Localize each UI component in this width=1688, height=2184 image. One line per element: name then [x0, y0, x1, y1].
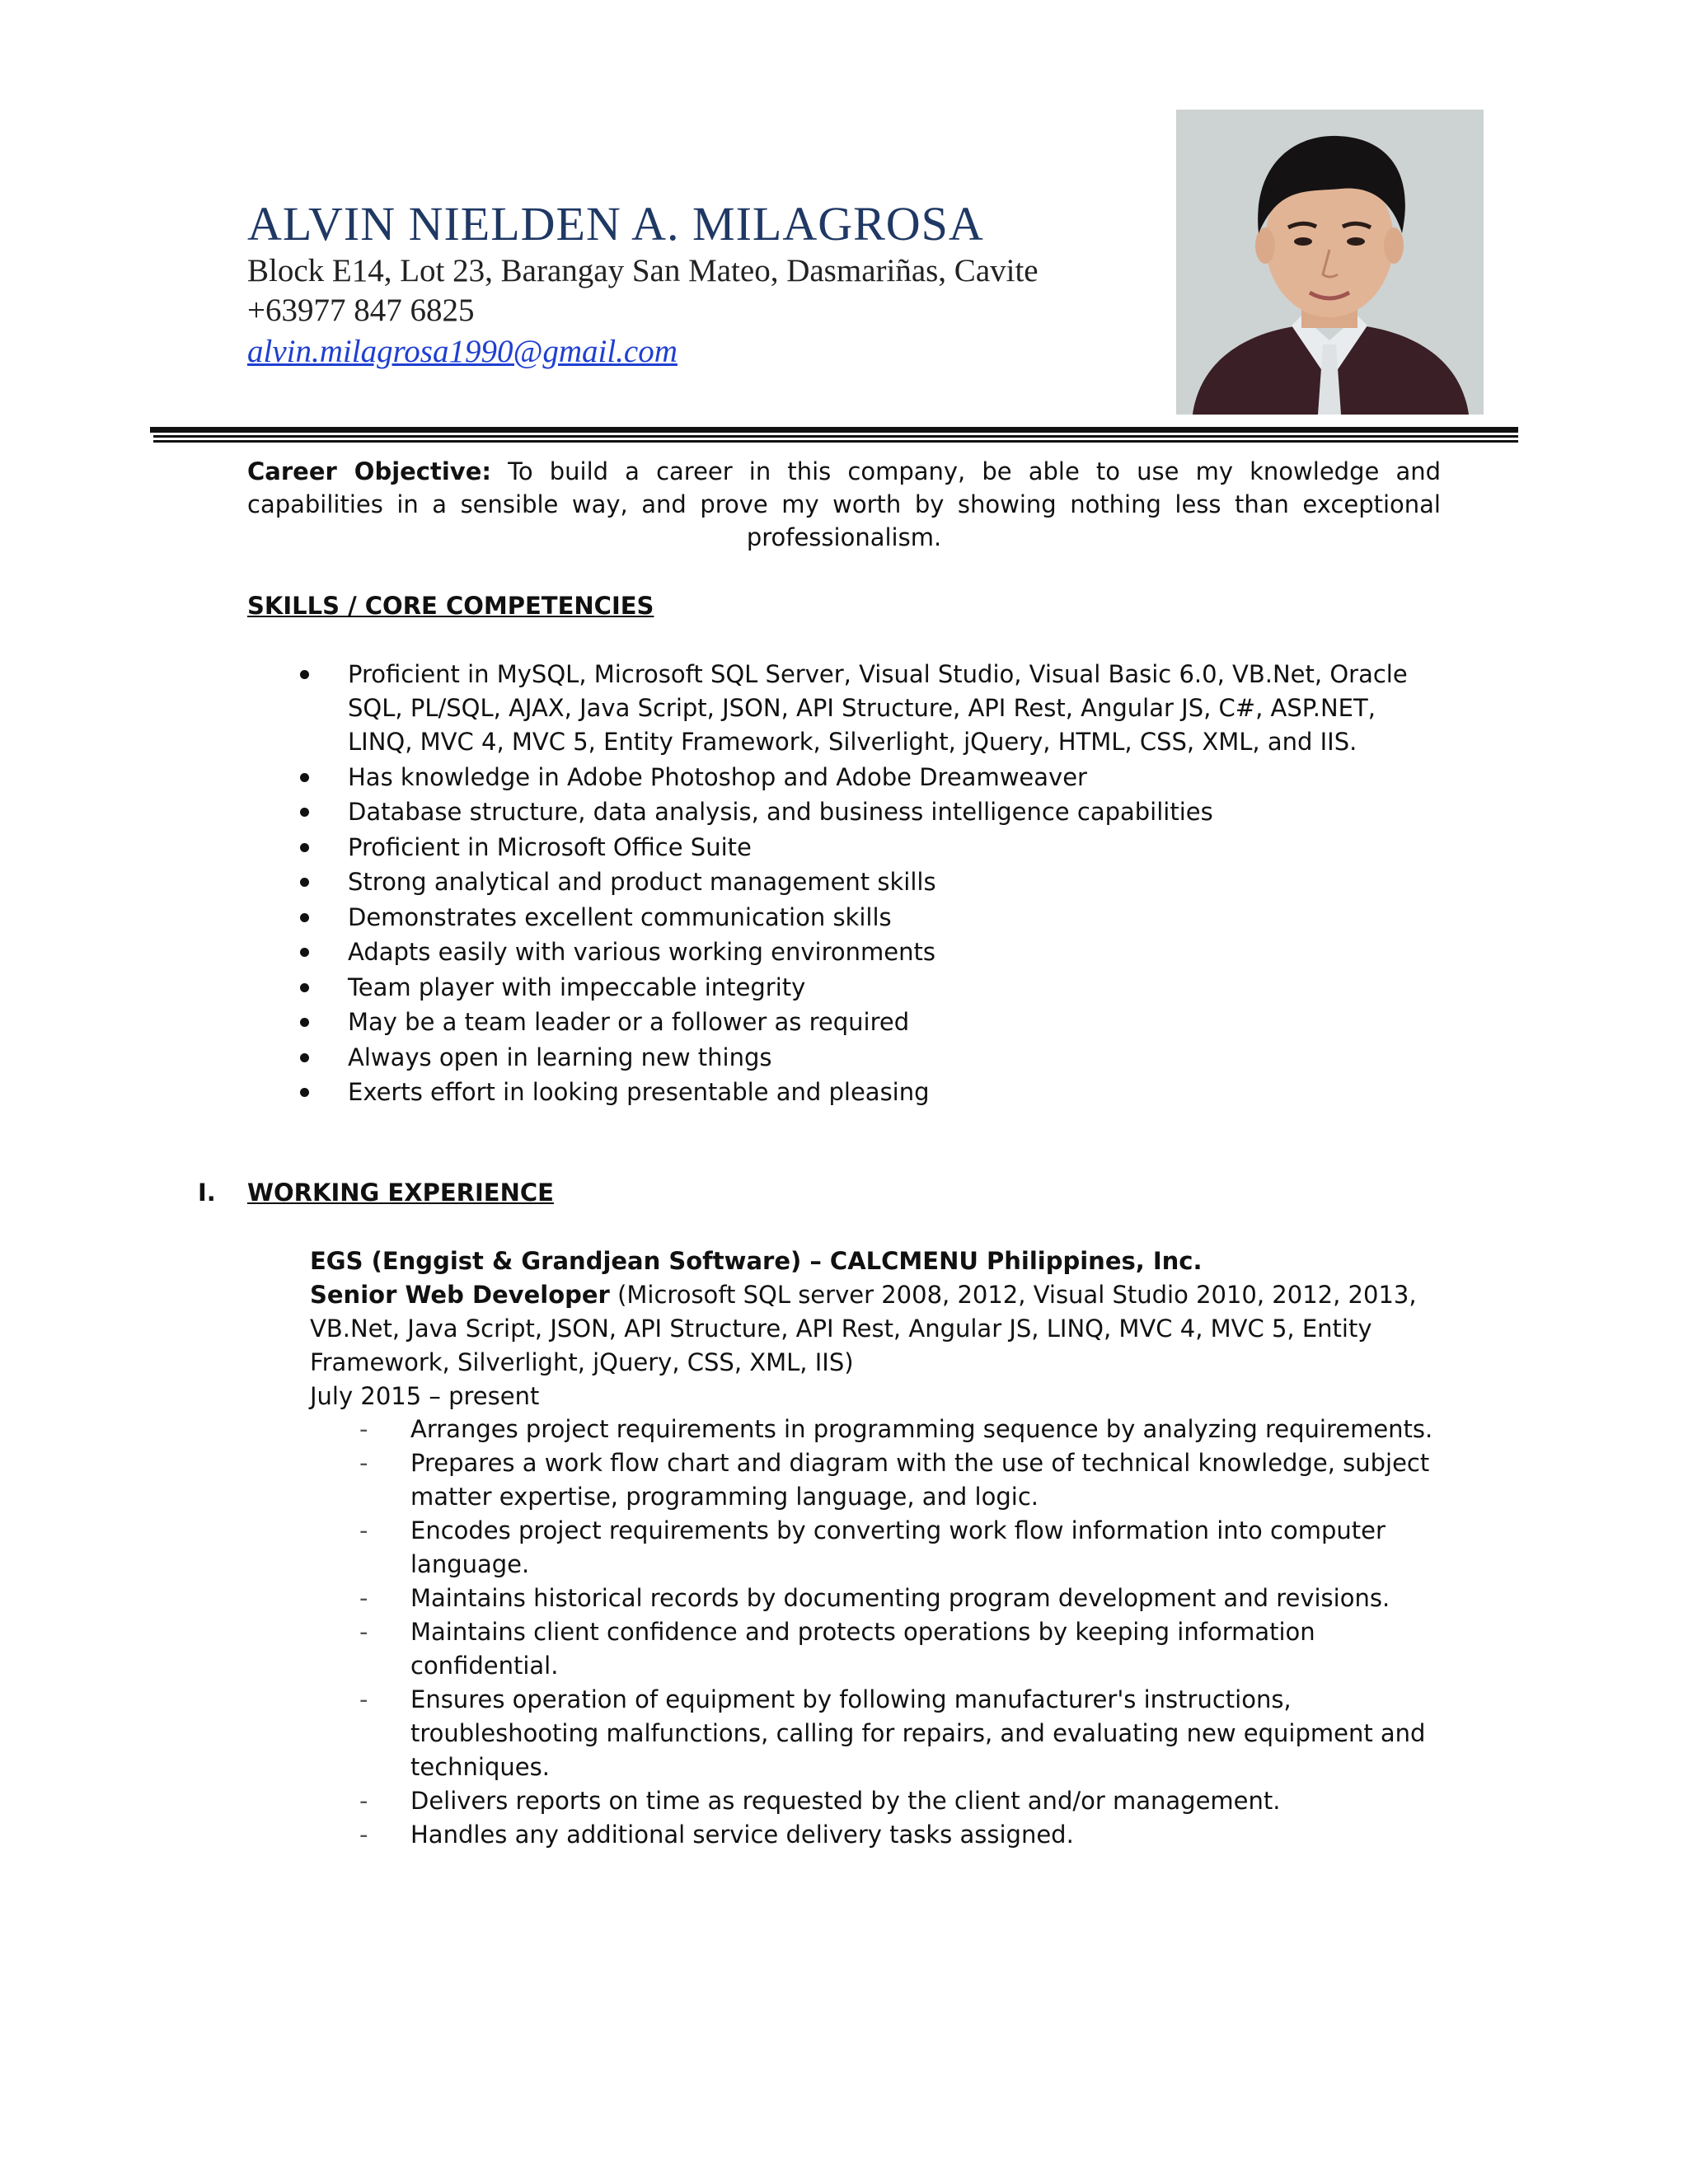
bullet-icon [300, 913, 309, 922]
list-item [293, 971, 1447, 1005]
bullet-icon [300, 808, 309, 817]
list-item [293, 658, 1447, 759]
skill-text: Exerts effort in looking presentable and pleasing [348, 1078, 930, 1106]
skill-text: May be a team leader or a follower as required [348, 1008, 910, 1036]
duty-text: Handles any additional service delivery tasks assigned. [410, 1821, 1074, 1849]
bullet-icon [300, 1018, 309, 1027]
skill-text: Adapts easily with various working environments [348, 938, 935, 966]
bullet-icon [300, 1088, 309, 1097]
bullet-icon [300, 878, 309, 887]
dash-icon: - [359, 1516, 368, 1544]
list-item [356, 1582, 1444, 1615]
bullet-icon [300, 983, 309, 992]
objective-text: To build a career in this company, be able to use my knowledge and capabilities in a sensible way, and prove my worth by showing nothing less than exceptional professionalism. [247, 457, 1442, 551]
list-item [293, 795, 1447, 829]
skill-text: Database structure, data analysis, and business intelligence capabilities [348, 798, 1213, 826]
skill-text: Proficient in MySQL, Microsoft SQL Server, Visual Studio, Visual Basic 6.0, VB.Net, Oracle SQL, PL/SQL, AJAX, Java Script, JSON, API Structure, API Rest, Angular JS, C#, ASP.NET, LINQ, MVC 4, MVC 5, Entity Framework, Silverlight, jQuery, HTML, CSS, XML, and IIS. [348, 660, 1408, 756]
list-item [356, 1413, 1444, 1446]
phone-number: +63977 847 6825 [247, 293, 475, 328]
bullet-icon [300, 773, 309, 782]
skill-text: Strong analytical and product management skills [348, 868, 936, 896]
header-divider [150, 427, 1518, 433]
duty-text: Ensures operation of equipment by following manufacturer's instructions, troubleshooting malfunctions, calling for repairs, and evaluating new equipment and techniques. [410, 1685, 1426, 1781]
duty-text: Prepares a work flow chart and diagram with the use of technical knowledge, subject matter expertise, programming language, and logic. [410, 1449, 1430, 1511]
header-divider-line [153, 440, 1518, 443]
dash-icon: - [359, 1685, 368, 1713]
job-dates: July 2015 – present [310, 1382, 540, 1410]
company-name: EGS (Enggist & Grandjean Software) – CALCMENU Philippines, Inc. [310, 1247, 1203, 1275]
list-item [356, 1784, 1444, 1818]
list-item [356, 1818, 1444, 1852]
skill-text: Team player with impeccable integrity [348, 972, 806, 1001]
header-divider-line [153, 435, 1518, 438]
bullet-icon [300, 843, 309, 852]
duty-text: Encodes project requirements by converting work flow information into computer language. [410, 1516, 1386, 1578]
list-item [356, 1446, 1444, 1514]
dash-icon: - [359, 1787, 368, 1815]
list-item [293, 901, 1447, 935]
bullet-icon [300, 1053, 309, 1062]
portrait-image [1176, 110, 1484, 415]
list-item [356, 1615, 1444, 1683]
list-item [356, 1683, 1444, 1784]
job-tech-stack: (Microsoft SQL server 2008, 2012, Visual Studio 2010, 2012, 2013, VB.Net, Java Script, JSON, API Structure, API Rest, Angular JS, LINQ, MVC 4, MVC 5, Entity Framework, Silverlight, jQuery, CSS, XML, IIS) [310, 1281, 1417, 1376]
job-title: Senior Web Developer [310, 1281, 610, 1309]
list-item [356, 1514, 1444, 1582]
duty-text: Arranges project requirements in programming sequence by analyzing requirements. [410, 1415, 1433, 1443]
duty-text: Maintains client confidence and protects operations by keeping information confidential. [410, 1618, 1315, 1680]
dash-icon: - [359, 1821, 368, 1849]
duty-text: Maintains historical records by documenting program development and revisions. [410, 1584, 1390, 1612]
section-numeral: I. [198, 1179, 216, 1207]
list-item [293, 1005, 1447, 1039]
job-entry [310, 1244, 1447, 1413]
email-link[interactable]: alvin.milagrosa1990@gmail.com [247, 334, 678, 369]
list-item [293, 831, 1447, 865]
skill-text: Proficient in Microsoft Office Suite [348, 832, 752, 861]
applicant-name: ALVIN NIELDEN A. MILAGROSA [247, 197, 984, 251]
list-item [293, 865, 1447, 899]
skill-text: Demonstrates excellent communication skills [348, 902, 892, 931]
skill-text: Has knowledge in Adobe Photoshop and Adobe Dreamweaver [348, 762, 1087, 791]
bullet-icon [300, 670, 309, 679]
list-item [293, 1076, 1447, 1109]
dash-icon: - [359, 1449, 368, 1477]
skills-heading: SKILLS / CORE COMPETENCIES [247, 592, 654, 620]
career-objective [247, 455, 1441, 554]
dash-icon: - [359, 1584, 368, 1612]
objective-label: Career Objective: [247, 457, 491, 485]
bullet-icon [300, 948, 309, 957]
skill-text: Always open in learning new things [348, 1043, 772, 1071]
list-item [293, 1041, 1447, 1075]
duty-text: Delivers reports on time as requested by the client and/or management. [410, 1787, 1281, 1815]
work-heading: WORKING EXPERIENCE [247, 1179, 554, 1207]
dash-icon: - [359, 1415, 368, 1443]
duties-list [356, 1413, 1444, 1852]
job-title-line [310, 1278, 1447, 1380]
address: Block E14, Lot 23, Barangay San Mateo, Dasmariñas, Cavite [247, 253, 1039, 288]
profile-photo [1176, 110, 1484, 415]
list-item [293, 761, 1447, 794]
skills-list [293, 658, 1447, 1111]
list-item [293, 935, 1447, 969]
dash-icon: - [359, 1618, 368, 1646]
